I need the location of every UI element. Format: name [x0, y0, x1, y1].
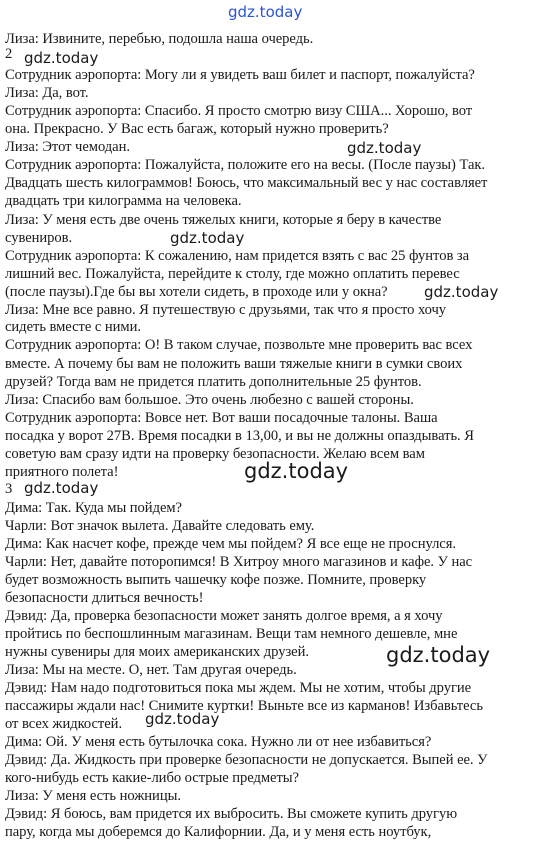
watermark-9: gdz.today — [145, 710, 220, 728]
text-line: лишний вес. Пожалуйста, перейдите к столу, где можно оплатить перевес — [5, 266, 460, 282]
watermark-4: gdz.today — [170, 229, 245, 247]
watermark-3: gdz.today — [347, 139, 422, 157]
text-line: от всех жидкостей. — [5, 716, 123, 732]
text-line: она. Прекрасно. У Вас есть багаж, который нужно проверить? — [5, 121, 389, 137]
text-line: Лиза: Спасибо вам большое. Это очень любезно с вашей стороны. — [5, 392, 414, 408]
text-line: (после паузы).Где бы вы хотели сидеть, в проходе или у окна? — [5, 284, 388, 300]
text-line: Лиза: Этот чемодан. — [5, 139, 130, 155]
text-line: вместе. А почему бы вам не положить ваши тяжелые книги в сумки своих — [5, 356, 463, 372]
text-line: Дэвид: Я боюсь, вам придется их выбросить. Вы сможете купить другую — [5, 806, 458, 822]
watermark-5: gdz.today — [424, 283, 499, 301]
text-line: Лиза: У меня есть две очень тяжелых книги, которые я беру в качестве — [5, 212, 442, 228]
text-line: безопасности длиться вечность! — [5, 590, 204, 606]
text-line: Сотрудник аэропорта: О! В таком случае, позвольте мне проверить вас всех — [5, 337, 473, 353]
text-line: двадцать три килограмма на человека. — [5, 193, 242, 209]
text-line: посадка у ворот 27В. Время посадки в 13,00, и вы не должны опаздывать. Я — [5, 428, 474, 444]
text-line: Дэвид: Нам надо подготовиться пока мы ждем. Мы не хотим, чтобы другие — [5, 680, 472, 696]
text-line: Сотрудник аэропорта: Могу ли я увидеть ваш билет и паспорт, пожалуйста? — [5, 67, 475, 83]
watermark-7: gdz.today — [24, 479, 99, 497]
text-line: Дэвид: Да, проверка безопасности может занять долгое время, а я хочу — [5, 608, 443, 624]
text-line: советую вам сразу идти на проверку безопасности. Желаю всем вам — [5, 446, 425, 462]
text-line: сидеть вместе с ними. — [5, 319, 141, 335]
text-line: Двадцать шесть килограммов! Боюсь, что максимальный вес у нас составляет — [5, 175, 488, 191]
text-line: пассажиры ждали нас! Снимите куртки! Выньте все из карманов! Избавьтесь — [5, 698, 483, 714]
section-marker-3: 3 — [5, 481, 13, 497]
text-line: нужны сувениры для моих американских друзей. — [5, 644, 309, 660]
watermark-top: gdz.today — [228, 3, 303, 21]
text-line: Сотрудник аэропорта: Спасибо. Я просто смотрю визу США... Хорошо, вот — [5, 103, 473, 119]
text-line: Сотрудник аэропорта: К сожалению, нам придется взять с вас 25 фунтов за — [5, 248, 470, 264]
watermark-section-2: gdz.today — [24, 49, 99, 67]
text-line: Дима: Как насчет кофе, прежде чем мы пойдем? Я все еще не проснулся. — [5, 536, 456, 552]
watermark-8: gdz.today — [386, 643, 491, 667]
text-line: будет возможность выпить чашечку кофе позже. Помните, проверку — [5, 572, 427, 588]
text-line: Чарли: Нет, давайте поторопимся! В Хитроу много магазинов и кафе. У нас — [5, 554, 473, 570]
text-line: приятного полета! — [5, 464, 119, 480]
text-line: пару, когда мы доберемся до Калифорнии. Да, и у меня есть ноутбук, — [5, 824, 432, 840]
text-line: кого-нибудь есть какие-либо острые предметы? — [5, 770, 299, 786]
text-line: Сотрудник аэропорта: Вовсе нет. Вот ваши посадочные талоны. Ваша — [5, 410, 438, 426]
text-line: Чарли: Вот значок вылета. Давайте следовать ему. — [5, 518, 315, 534]
watermark-6: gdz.today — [244, 459, 349, 483]
text-line: друзей? Тогда вам не придется платить дополнительные 25 фунтов. — [5, 374, 422, 390]
text-line: Лиза: Мне все равно. Я путешествую с друзьями, так что я просто хочу — [5, 302, 447, 318]
section-marker-2: 2 — [5, 46, 13, 62]
text-line: Лиза: Да, вот. — [5, 85, 89, 101]
text-line: Дэвид: Да. Жидкость при проверке безопасности не допускается. Выпей ее. У — [5, 752, 488, 768]
text-line: Дима: Ой. У меня есть бутылочка сока. Нужно ли от нее избавиться? — [5, 734, 432, 750]
text-line: Сотрудник аэропорта: Пожалуйста, положите его на весы. (После паузы) Так. — [5, 157, 486, 173]
text-line: Лиза: Мы на месте. О, нет. Там другая очередь. — [5, 662, 297, 678]
text-line: Лиза: Извините, перебью, подошла наша очередь. — [5, 31, 314, 47]
text-line: Лиза: У меня есть ножницы. — [5, 788, 181, 804]
text-line: пройтись по беспошлинным магазинам. Вещи там немного дешевле, мне — [5, 626, 458, 642]
text-line: Дима: Так. Куда мы пойдем? — [5, 500, 182, 516]
text-line: сувениров. — [5, 230, 73, 246]
